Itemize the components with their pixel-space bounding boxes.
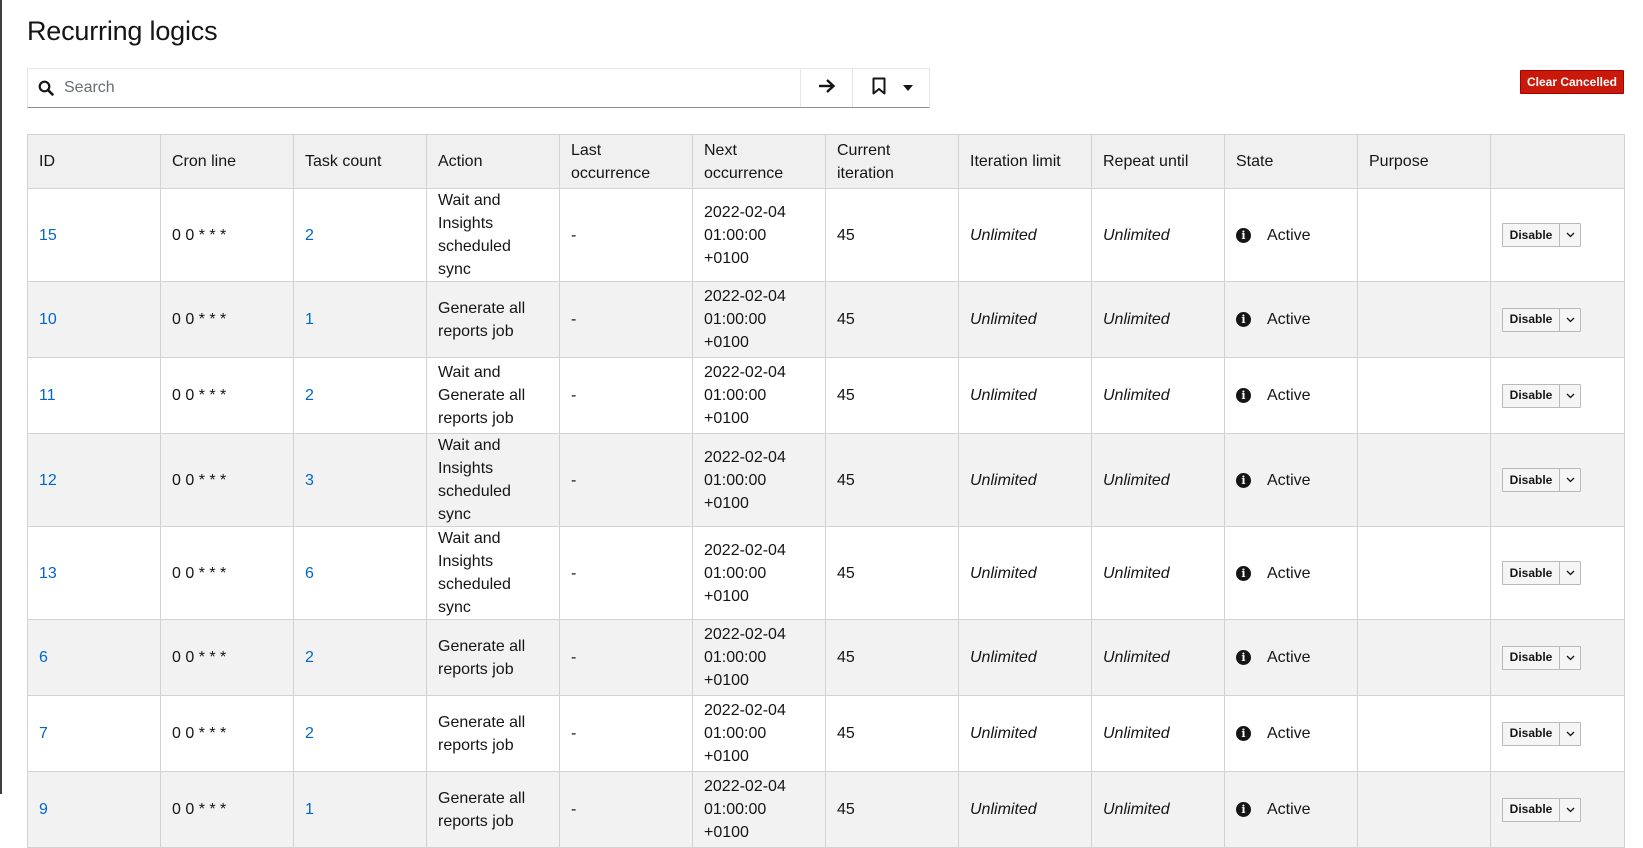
state-label: Active — [1267, 387, 1311, 404]
cell-cron-line: 0 0 * * * — [161, 189, 294, 282]
row-actions-toggle[interactable] — [1559, 385, 1580, 407]
cell-iteration-limit: Unlimited — [959, 434, 1092, 527]
cell-id — [28, 527, 161, 620]
cell-state — [1225, 358, 1358, 434]
cell-last-occurrence: - — [560, 434, 693, 527]
info-circle-icon[interactable]: i — [1236, 228, 1251, 243]
recurring-logic-id-link[interactable]: 13 — [39, 564, 57, 582]
cell-repeat-until: Unlimited — [1092, 282, 1225, 358]
cell-cron-line: 0 0 * * * — [161, 696, 294, 772]
column-header-cron-line[interactable]: Cron line — [161, 135, 294, 189]
cell-id — [28, 434, 161, 527]
chevron-down-icon — [1566, 393, 1575, 399]
task-count-link[interactable]: 1 — [305, 801, 314, 818]
disable-split-button — [1502, 722, 1581, 746]
column-header-action[interactable]: Action — [427, 135, 560, 189]
cell-state — [1225, 620, 1358, 696]
cell-next-occurrence: 2022-02-04 01:00:00 +0100 — [693, 434, 826, 527]
cell-id — [28, 772, 161, 848]
cell-actions — [1491, 527, 1625, 620]
cell-id — [28, 696, 161, 772]
cell-next-occurrence: 2022-02-04 01:00:00 +0100 — [693, 772, 826, 848]
disable-button[interactable]: Disable — [1509, 650, 1553, 665]
recurring-logics-table — [27, 134, 1625, 848]
cell-actions — [1491, 620, 1625, 696]
recurring-logic-id-link[interactable]: 9 — [39, 801, 48, 818]
info-circle-icon[interactable]: i — [1236, 312, 1251, 327]
cell-action: Wait and Insights scheduled sync — [427, 527, 560, 620]
chevron-down-icon — [1566, 570, 1575, 576]
cell-last-occurrence: - — [560, 527, 693, 620]
state-indicator — [1236, 469, 1346, 492]
info-circle-icon[interactable]: i — [1236, 650, 1251, 665]
arrow-right-icon — [818, 78, 836, 99]
disable-split-button — [1502, 798, 1581, 822]
cell-current-iteration: 45 — [826, 282, 959, 358]
caret-down-icon — [902, 79, 914, 97]
bookmark-icon — [872, 77, 886, 100]
state-indicator — [1236, 308, 1346, 331]
cell-next-occurrence: 2022-02-04 01:00:00 +0100 — [693, 189, 826, 282]
cell-repeat-until: Unlimited — [1092, 527, 1225, 620]
state-label: Active — [1267, 564, 1311, 582]
cell-next-occurrence: 2022-02-04 01:00:00 +0100 — [693, 282, 826, 358]
cell-repeat-until: Unlimited — [1092, 434, 1225, 527]
recurring-logic-id-link[interactable]: 7 — [39, 725, 48, 742]
table-header-row — [28, 135, 1625, 189]
row-actions-toggle[interactable] — [1559, 562, 1580, 584]
row-actions-toggle[interactable] — [1559, 224, 1580, 246]
cell-current-iteration: 45 — [826, 358, 959, 434]
cell-state — [1225, 434, 1358, 527]
column-header-iteration-limit[interactable]: Iteration limit — [959, 135, 1092, 189]
state-label: Active — [1267, 226, 1311, 244]
task-count-link[interactable]: 3 — [305, 471, 314, 489]
disable-split-button — [1502, 561, 1581, 585]
info-circle-icon[interactable]: i — [1236, 473, 1251, 488]
cell-task-count — [294, 620, 427, 696]
info-circle-icon[interactable]: i — [1236, 566, 1251, 581]
cell-repeat-until: Unlimited — [1092, 358, 1225, 434]
cell-action: Generate all reports job — [427, 620, 560, 696]
cell-repeat-until: Unlimited — [1092, 696, 1225, 772]
cell-action: Wait and Insights scheduled sync — [427, 189, 560, 282]
state-label: Active — [1267, 311, 1311, 328]
disable-split-button — [1502, 223, 1581, 247]
row-actions-toggle[interactable] — [1559, 799, 1580, 821]
recurring-logic-id-link[interactable]: 6 — [39, 649, 48, 666]
cell-task-count — [294, 772, 427, 848]
state-label: Active — [1267, 649, 1311, 666]
disable-split-button — [1502, 384, 1581, 408]
cell-task-count — [294, 189, 427, 282]
disable-button[interactable]: Disable — [1509, 565, 1553, 580]
chevron-down-icon — [1566, 655, 1575, 661]
cell-purpose — [1358, 527, 1491, 620]
table-row — [28, 527, 1625, 620]
task-count-link[interactable]: 2 — [305, 725, 314, 742]
task-count-link[interactable]: 6 — [305, 564, 314, 582]
cell-iteration-limit: Unlimited — [959, 620, 1092, 696]
disable-button[interactable]: Disable — [1509, 726, 1553, 741]
cell-last-occurrence: - — [560, 358, 693, 434]
bookmark-dropdown-button[interactable] — [853, 69, 929, 107]
search-toolbar — [27, 68, 930, 108]
recurring-logic-id-link[interactable]: 11 — [39, 387, 56, 404]
disable-button[interactable]: Disable — [1509, 802, 1553, 817]
cell-next-occurrence: 2022-02-04 01:00:00 +0100 — [693, 527, 826, 620]
chevron-down-icon — [1566, 477, 1575, 483]
cell-id — [28, 189, 161, 282]
row-actions-toggle[interactable] — [1559, 309, 1580, 331]
page-title: Recurring logics — [27, 16, 218, 46]
cell-current-iteration: 45 — [826, 696, 959, 772]
cell-cron-line: 0 0 * * * — [161, 358, 294, 434]
state-label: Active — [1267, 471, 1311, 489]
cell-purpose — [1358, 620, 1491, 696]
cell-purpose — [1358, 772, 1491, 848]
table-row — [28, 189, 1625, 282]
table-row — [28, 620, 1625, 696]
state-indicator — [1236, 562, 1346, 585]
column-header-actions — [1491, 135, 1625, 189]
cell-last-occurrence: - — [560, 620, 693, 696]
cell-iteration-limit: Unlimited — [959, 696, 1092, 772]
info-circle-icon[interactable]: i — [1236, 802, 1251, 817]
cell-purpose — [1358, 358, 1491, 434]
cell-iteration-limit: Unlimited — [959, 772, 1092, 848]
cell-current-iteration: 45 — [826, 620, 959, 696]
cell-cron-line: 0 0 * * * — [161, 282, 294, 358]
chevron-down-icon — [1566, 232, 1575, 238]
disable-split-button — [1502, 308, 1581, 332]
cell-iteration-limit: Unlimited — [959, 527, 1092, 620]
cell-cron-line: 0 0 * * * — [161, 772, 294, 848]
recurring-logic-id-link[interactable]: 12 — [39, 471, 57, 489]
cell-iteration-limit: Unlimited — [959, 358, 1092, 434]
search-input[interactable] — [64, 79, 784, 97]
cell-task-count — [294, 434, 427, 527]
chevron-down-icon — [1566, 317, 1575, 323]
state-label: Active — [1267, 801, 1311, 818]
cell-task-count — [294, 282, 427, 358]
chevron-down-icon — [1566, 807, 1575, 813]
row-actions-toggle[interactable] — [1559, 469, 1580, 491]
cell-next-occurrence: 2022-02-04 01:00:00 +0100 — [693, 358, 826, 434]
cell-task-count — [294, 527, 427, 620]
cell-task-count — [294, 696, 427, 772]
table-row — [28, 358, 1625, 434]
cell-actions — [1491, 434, 1625, 527]
cell-last-occurrence: - — [560, 772, 693, 848]
state-indicator — [1236, 722, 1346, 745]
cell-id — [28, 282, 161, 358]
column-header-repeat-until[interactable]: Repeat until — [1092, 135, 1225, 189]
cell-state — [1225, 189, 1358, 282]
disable-split-button — [1502, 468, 1581, 492]
cell-current-iteration: 45 — [826, 772, 959, 848]
cell-last-occurrence: - — [560, 696, 693, 772]
column-header-state[interactable]: State — [1225, 135, 1358, 189]
cell-state — [1225, 772, 1358, 848]
search-box — [28, 69, 801, 107]
cell-id — [28, 620, 161, 696]
state-indicator — [1236, 384, 1346, 407]
task-count-link[interactable]: 2 — [305, 649, 314, 666]
cell-cron-line: 0 0 * * * — [161, 434, 294, 527]
column-header-task-count[interactable]: Task count — [294, 135, 427, 189]
cell-current-iteration: 45 — [826, 527, 959, 620]
cell-last-occurrence: - — [560, 189, 693, 282]
table-row — [28, 772, 1625, 848]
cell-actions — [1491, 282, 1625, 358]
cell-action: Generate all reports job — [427, 772, 560, 848]
table-row — [28, 696, 1625, 772]
state-indicator — [1236, 798, 1346, 821]
cell-cron-line: 0 0 * * * — [161, 620, 294, 696]
search-icon — [28, 80, 64, 96]
cell-state — [1225, 527, 1358, 620]
cell-actions — [1491, 772, 1625, 848]
state-indicator — [1236, 646, 1346, 669]
state-label: Active — [1267, 725, 1311, 742]
window-left-edge — [0, 0, 2, 794]
cell-purpose — [1358, 282, 1491, 358]
task-count-link[interactable]: 1 — [305, 311, 314, 328]
task-count-link[interactable]: 2 — [305, 387, 314, 404]
cell-actions — [1491, 189, 1625, 282]
table-row — [28, 434, 1625, 527]
column-header-last-occurrence[interactable]: Last occurrence — [560, 135, 693, 189]
cell-iteration-limit: Unlimited — [959, 282, 1092, 358]
cell-purpose — [1358, 696, 1491, 772]
row-actions-toggle[interactable] — [1559, 647, 1580, 669]
cell-action: Wait and Insights scheduled sync — [427, 434, 560, 527]
cell-actions — [1491, 358, 1625, 434]
row-actions-toggle[interactable] — [1559, 723, 1580, 745]
cell-repeat-until: Unlimited — [1092, 620, 1225, 696]
cell-next-occurrence: 2022-02-04 01:00:00 +0100 — [693, 620, 826, 696]
disable-button[interactable]: Disable — [1509, 312, 1553, 327]
recurring-logic-id-link[interactable]: 15 — [39, 226, 57, 244]
cell-state — [1225, 282, 1358, 358]
cell-purpose — [1358, 434, 1491, 527]
task-count-link[interactable]: 2 — [305, 226, 314, 244]
search-submit-button[interactable] — [801, 69, 853, 107]
cell-next-occurrence: 2022-02-04 01:00:00 +0100 — [693, 696, 826, 772]
cell-action: Generate all reports job — [427, 696, 560, 772]
info-circle-icon[interactable]: i — [1236, 388, 1251, 403]
cell-repeat-until: Unlimited — [1092, 189, 1225, 282]
recurring-logic-id-link[interactable]: 10 — [39, 311, 57, 328]
disable-button[interactable]: Disable — [1509, 472, 1553, 487]
cell-state — [1225, 696, 1358, 772]
column-header-next-occurrence[interactable]: Next occurrence — [693, 135, 826, 189]
cell-purpose — [1358, 189, 1491, 282]
info-circle-icon[interactable]: i — [1236, 726, 1251, 741]
disable-button[interactable]: Disable — [1509, 227, 1553, 242]
column-header-purpose[interactable]: Purpose — [1358, 135, 1491, 189]
table-row — [28, 282, 1625, 358]
cell-action: Wait and Generate all reports job — [427, 358, 560, 434]
clear-cancelled-button[interactable]: Clear Cancelled — [1520, 70, 1624, 94]
cell-current-iteration: 45 — [826, 434, 959, 527]
column-header-current-iteration[interactable]: Current iteration — [826, 135, 959, 189]
cell-actions — [1491, 696, 1625, 772]
cell-task-count — [294, 358, 427, 434]
cell-last-occurrence: - — [560, 282, 693, 358]
state-indicator — [1236, 224, 1346, 247]
cell-action: Generate all reports job — [427, 282, 560, 358]
cell-current-iteration: 45 — [826, 189, 959, 282]
cell-iteration-limit: Unlimited — [959, 189, 1092, 282]
cell-repeat-until: Unlimited — [1092, 772, 1225, 848]
disable-button[interactable]: Disable — [1509, 388, 1553, 403]
cell-cron-line: 0 0 * * * — [161, 527, 294, 620]
chevron-down-icon — [1566, 731, 1575, 737]
disable-split-button — [1502, 646, 1581, 670]
column-header-id[interactable]: ID — [28, 135, 161, 189]
cell-id — [28, 358, 161, 434]
